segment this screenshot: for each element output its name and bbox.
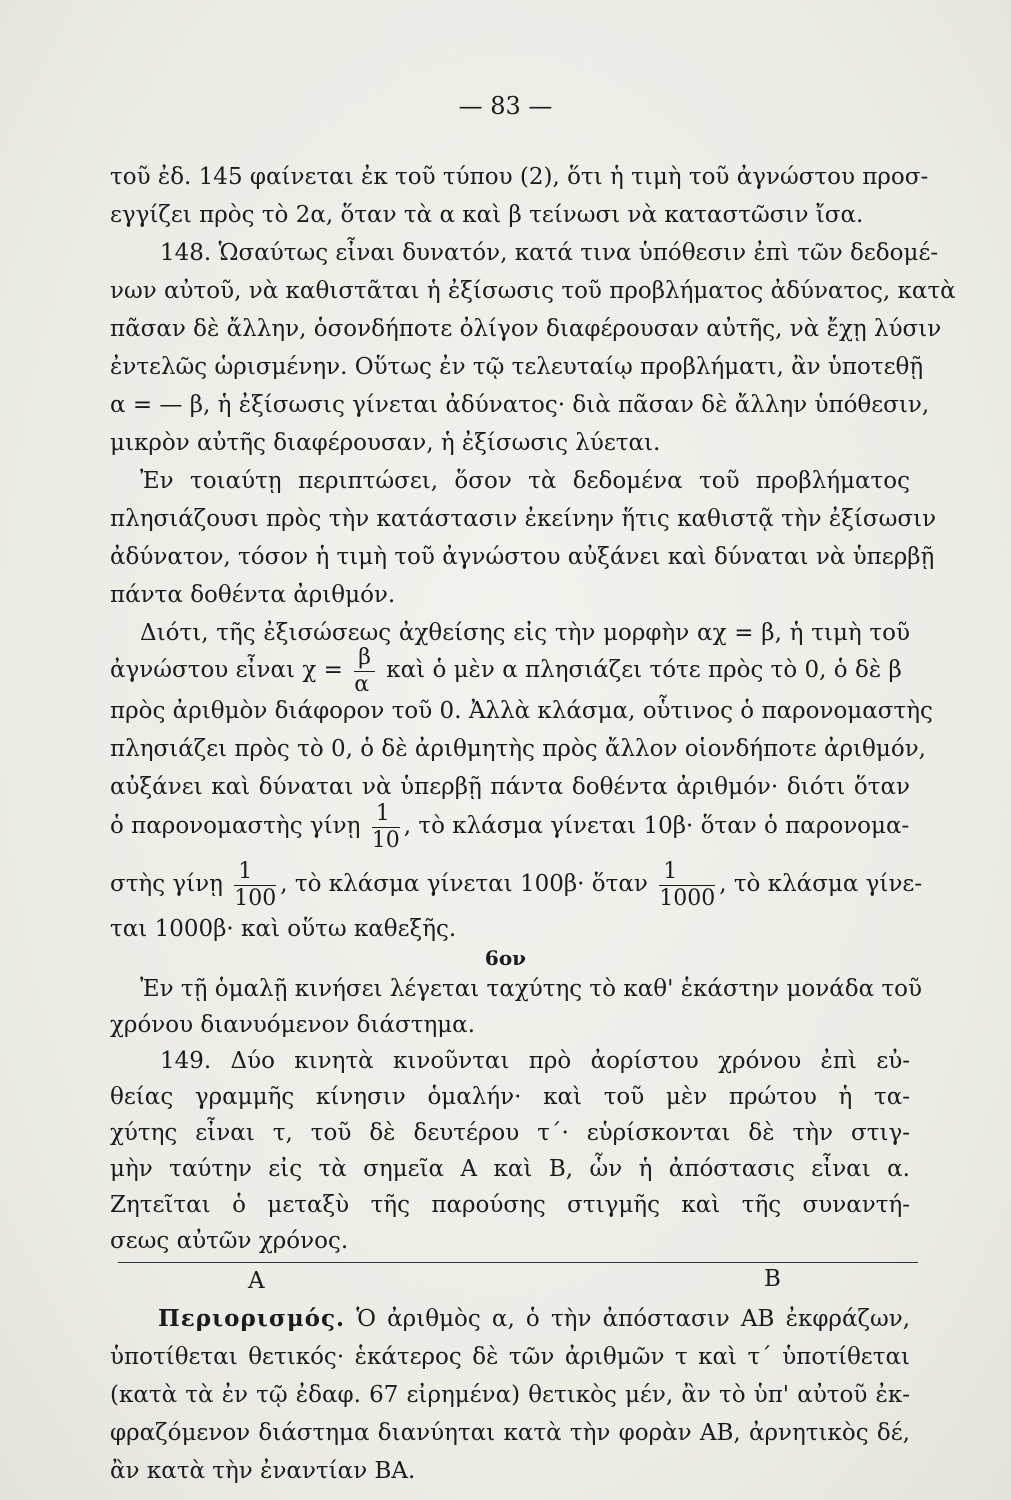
text-line: πᾶσαν δὲ ἄλλην, ὁσονδήποτε ὀλίγον διαφέρουσαν αὐτῆς, νὰ ἔχῃ λύσιν: [110, 316, 942, 342]
text-line: εγγίζει πρὸς τὸ 2α, ὅταν τὰ α καὶ β τείνωσι νὰ καταστῶσιν ἴσα.: [110, 202, 864, 228]
fraction-numerator: 1: [372, 803, 400, 828]
segment-ab: [118, 1262, 918, 1263]
text-line: ὑποτίθεται θετικός· ἑκάτερος δὲ τῶν ἀριθμῶν τ καὶ τ΄ ὑποτίθεται: [110, 1344, 910, 1370]
text-line: α = — β, ἡ ἐξίσωσις γίνεται ἀδύνατος· διὰ πᾶσαν δὲ ἄλλην ὑπόθεσιν,: [110, 392, 930, 418]
fraction-denominator: 10: [371, 827, 400, 853]
fraction-denominator: α: [354, 671, 370, 697]
point-a-label: Α: [248, 1268, 265, 1294]
text-line: ἂν κατὰ τὴν ἐναντίαν ΒΑ.: [110, 1458, 416, 1484]
fraction-line-text: , τὸ κλάσμα γίνε-: [719, 871, 923, 897]
text-line: Διότι, τῆς ἐξισώσεως ἀχθείσης εἰς τὴν μορφὴν αχ = β, ἡ τιμὴ τοῦ: [140, 620, 910, 646]
eq-text-before: ἀγνώστου εἶναι χ =: [110, 657, 343, 683]
section-heading: 6ον: [484, 946, 527, 970]
fraction-line-text: , τὸ κλάσμα γίνεται 100β· ὅταν: [280, 871, 648, 897]
fraction-line-text: ὁ παρονομαστὴς γίνῃ: [110, 813, 361, 839]
text-line: μὴν ταύτην εἰς τὰ σημεῖα Α καὶ Β, ὧν ἡ ἀπόστασις εἶναι α.: [110, 1156, 910, 1182]
fraction-line: [110, 796, 910, 856]
text-line: πρὸς ἀριθμὸν διάφορον τοῦ 0. Ἀλλὰ κλάσμα, οὗτινος ὁ παρονομαστὴς: [110, 698, 933, 724]
text-line: ἀδύνατον, τόσον ἡ τιμὴ τοῦ ἀγνώστου αὐξάνει καὶ δύναται νὰ ὑπερβῇ: [110, 544, 935, 570]
equation-line: [110, 640, 910, 700]
text-line: νων αὐτοῦ, νὰ καθιστᾶται ἡ ἐξίσωσις τοῦ προβλήματος ἀδύνατος, κατὰ: [110, 278, 956, 304]
page-number: — 83 —: [458, 92, 553, 120]
point-b-label: Β: [764, 1266, 781, 1292]
fraction-one-thousandth: [659, 858, 716, 911]
fraction-one-tenth: [371, 800, 400, 853]
text-line: 149. Δύο κινητὰ κινοῦνται πρὸ ἀορίστου χρόνου ἐπὶ εὐ-: [160, 1048, 910, 1074]
fraction-line-text: , τὸ κλάσμα γίνεται 10β· ὅταν ὁ παρονομα-: [403, 813, 910, 839]
fraction-numerator: 1: [234, 861, 276, 886]
fraction-one-hundredth: [234, 858, 277, 911]
text-line: τοῦ ἐδ. 145 φαίνεται ἐκ τοῦ τύπου (2), ὅτι ἡ τιμὴ τοῦ ἀγνώστου προσ-: [110, 164, 929, 190]
fraction-line: [110, 854, 923, 914]
text-line: Ἐν τῇ ὁμαλῇ κινήσει λέγεται ταχύτης τὸ καθ' ἑκάστην μονάδα τοῦ: [140, 976, 922, 1002]
text-line: μικρὸν αὐτῆς διαφέρουσαν, ἡ ἐξίσωσις λύεται.: [110, 430, 661, 456]
text-line: 148. Ὡσαύτως εἶναι δυνατόν, κατά τινα ὑπόθεσιν ἐπὶ τῶν δεδομέ-: [160, 240, 939, 266]
eq-text-after: καὶ ὁ μὲν α πλησιάζει τότε πρὸς τὸ 0, ὁ δὲ β: [386, 657, 902, 683]
text-line: θείας γραμμῆς κίνησιν ὁμαλήν· καὶ τοῦ μὲν πρώτου ἡ τα-: [110, 1084, 910, 1110]
text-line: σεως αὐτῶν χρόνος.: [110, 1228, 349, 1254]
text-line: χύτης εἶναι τ, τοῦ δὲ δευτέρου τ΄· εὑρίσκονται δὲ τὴν στιγ-: [110, 1120, 910, 1146]
fraction-beta-alpha: [354, 644, 375, 697]
restriction-text: Ὁ ἀριθμὸς α, ὁ τὴν ἀπόστασιν ΑΒ ἐκφράζων,: [356, 1306, 910, 1332]
text-line: Ζητεῖται ὁ μεταξὺ τῆς παρούσης στιγμῆς καὶ τῆς συναντή-: [110, 1192, 910, 1218]
text-line: ται 1000β· καὶ οὕτω καθεξῆς.: [110, 916, 457, 942]
text-line: πλησιάζει πρὸς τὸ 0, ὁ δὲ ἀριθμητὴς πρὸς ἄλλον οἱονδήποτε ἀριθμόν,: [110, 736, 926, 762]
text-line: πλησιάζουσι πρὸς τὴν κατάστασιν ἐκείνην ἥτις καθιστᾷ τὴν ἐξίσωσιν: [110, 506, 937, 532]
text-line: πάντα δοθέντα ἀριθμόν.: [110, 582, 396, 608]
fraction-numerator: β: [354, 647, 375, 672]
text-line: Ἐν τοιαύτῃ περιπτώσει, ὅσον τὰ δεδομένα τοῦ προβλήματος: [140, 468, 910, 494]
text-line: ἐντελῶς ὡρισμένην. Οὕτως ἐν τῷ τελευταίῳ προβλήματι, ἂν ὑποτεθῇ: [110, 354, 924, 380]
text-line: [158, 1304, 910, 1334]
text-line: χρόνου διανυόμενον διάστημα.: [110, 1012, 476, 1038]
fraction-line-text: στὴς γίνῃ: [110, 871, 223, 897]
text-line: (κατὰ τὰ ἐν τῷ ἐδαφ. 67 εἰρημένα) θετικὸς μέν, ἂν τὸ ὑπ' αὐτοῦ ἐκ-: [110, 1382, 910, 1408]
fraction-denominator: 1000: [659, 885, 716, 911]
text-line: αὐξάνει καὶ δύναται νὰ ὑπερβῇ πάντα δοθέντα ἀριθμόν· διότι ὅταν: [110, 774, 910, 800]
fraction-denominator: 100: [234, 885, 277, 911]
fraction-numerator: 1: [659, 861, 715, 886]
restriction-heading: Περιορισμός.: [158, 1305, 346, 1332]
text-line: φραζόμενον διάστημα διανύηται κατὰ τὴν φορὰν ΑΒ, ἀρνητικὸς δέ,: [110, 1420, 910, 1446]
